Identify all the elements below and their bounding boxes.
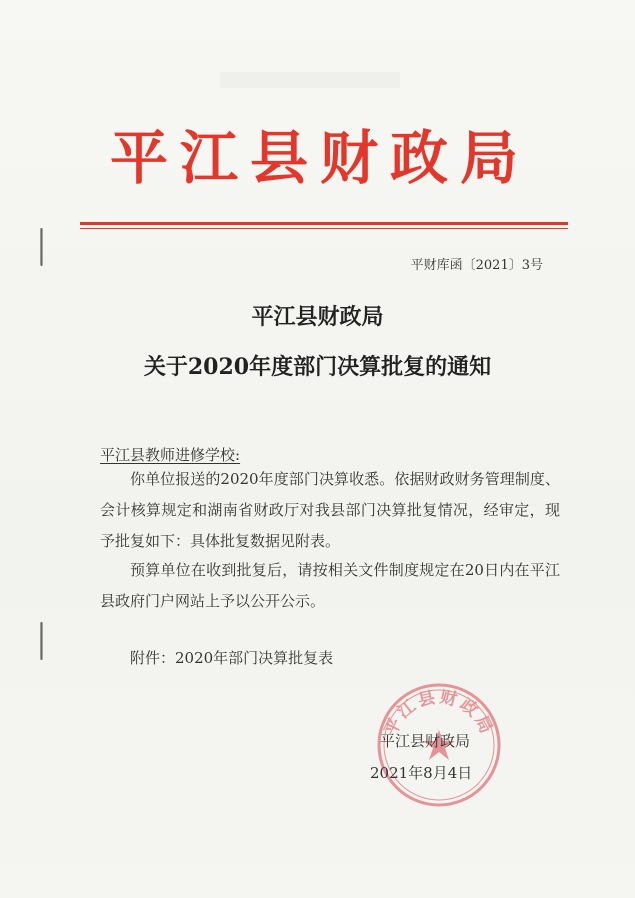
scan-artifact [220,72,400,88]
document-number: 平财库函〔2021〕3号 [410,258,543,273]
red-rule-thick [80,222,568,225]
addressee: 平江县教师进修学校: [100,446,241,464]
title-subject: 关于2020年度部门决算批复的通知 [143,354,492,380]
body-paragraph-1: 你单位报送的2020年度部门决算收悉。依据财政财务管理制度、会计核算规定和湖南省财政厅对我县部门决算批复情况，经审定，现予批复如下：具体批复数据见附表。 [100,470,560,550]
staple-bottom [40,622,43,660]
issue-date: 2021年8月4日 [370,764,473,782]
attachment-line: 附件：2020年部门决算批复表 [130,649,334,667]
seal-text: 平江县财政局 [380,687,498,740]
signer: 平江县财政局 [380,732,471,750]
title-issuer: 平江县财政局 [251,304,384,330]
staple-top [40,228,43,266]
body-paragraph-2: 预算单位在收到批复后，请按相关文件制度规定在20日内在平江县政府门户网站上予以公开公示。 [100,561,560,610]
red-rule-thin [80,228,568,229]
masthead-title: 平江县财政局 [109,124,530,192]
